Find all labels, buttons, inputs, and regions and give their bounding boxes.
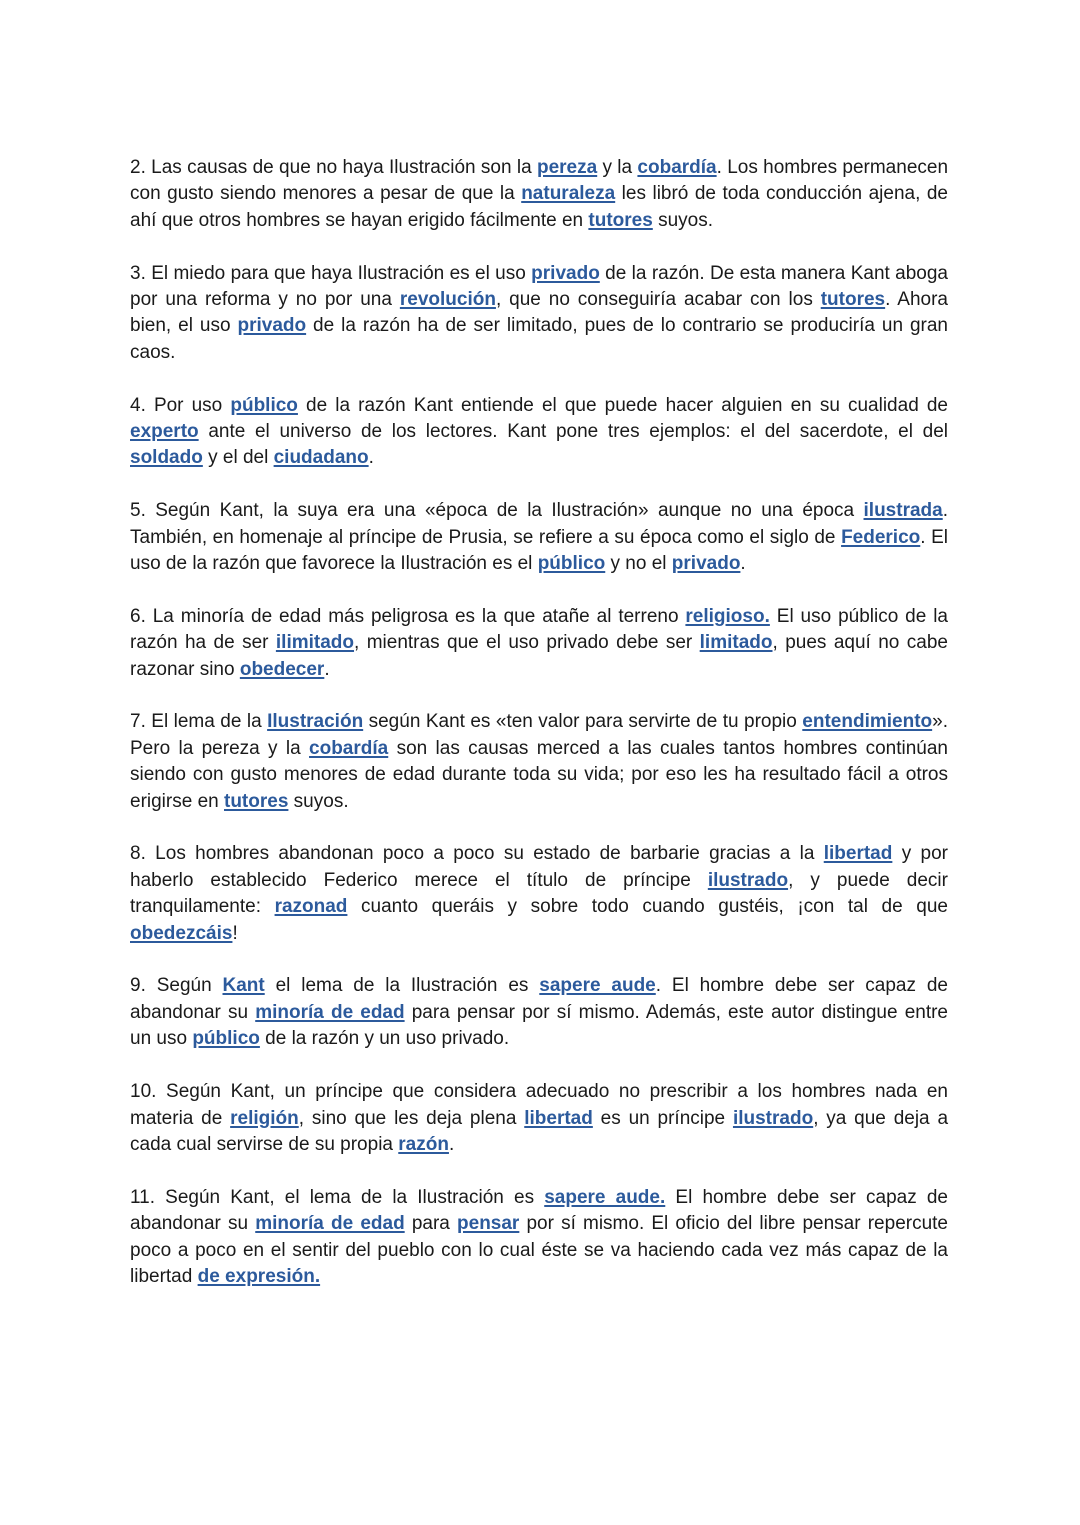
paragraph-5 (130, 498, 948, 577)
text-segment: , y puede decir tranquilamente: (130, 869, 948, 918)
highlighted-term[interactable]: ilimitado (275, 632, 355, 654)
highlighted-term[interactable]: pereza (536, 157, 598, 178)
highlighted-term[interactable]: cobardía (309, 737, 389, 759)
text-segment: y por haberlo establecido Federico merece el título de príncipe (130, 843, 948, 891)
highlighted-term[interactable]: público (192, 1028, 260, 1050)
text-segment: El uso público de la razón ha de ser (130, 605, 948, 654)
text-segment: . (368, 447, 374, 469)
text-segment: de la razón. De esta manera Kant aboga por una reforma y no por una (130, 262, 948, 311)
highlighted-term[interactable]: naturaleza (521, 183, 616, 205)
highlighted-term[interactable]: minoría de edad (255, 1213, 405, 1235)
highlighted-term[interactable]: de expresión. (197, 1265, 321, 1287)
text-segment: . (740, 553, 746, 575)
text-segment: para (404, 1213, 458, 1235)
highlighted-term[interactable]: razón (398, 1133, 449, 1155)
text-segment: . (448, 1133, 455, 1155)
paragraph-11 (130, 1185, 948, 1291)
text-segment: El hombre debe ser capaz de abandonar su (130, 1186, 948, 1235)
paragraph-8 (130, 841, 948, 947)
paragraph-9 (130, 973, 948, 1052)
text-segment: 6. La minoría de edad más peligrosa es la que atañe al terreno (130, 605, 686, 627)
text-segment: por sí mismo. El oficio del libre pensar repercute poco a poco en el sentir del pueblo con lo cual éste se va haciendo cada vez más capaz de la libertad (130, 1213, 948, 1287)
highlighted-term[interactable]: cobardía (637, 157, 717, 178)
text-segment: . Los hombres permanecen con gusto siendo menores a pesar de que la (130, 157, 949, 205)
text-segment: 10. Según Kant, un príncipe que considera adecuado no prescribir a los hombres nada en materia de (130, 1081, 948, 1129)
highlighted-term[interactable]: soldado (130, 447, 203, 469)
highlighted-term[interactable]: minoría de edad (255, 1001, 405, 1023)
highlighted-term[interactable]: sapere aude (539, 975, 656, 997)
text-segment: , mientras que el uso privado debe ser (354, 632, 700, 654)
text-segment: ». Pero la pereza y la (130, 711, 948, 759)
highlighted-term[interactable]: privado (671, 553, 741, 575)
highlighted-term[interactable]: libertad (524, 1107, 593, 1129)
text-segment: les libró de toda conducción ajena, de ahí que otros hombres se hayan erigido fácilmente en (130, 183, 948, 231)
paragraph-7 (130, 709, 948, 815)
highlighted-term[interactable]: ilustrado (707, 869, 789, 891)
text-segment: el lema de la Ilustración es (264, 975, 540, 997)
highlighted-term[interactable]: público (537, 553, 606, 575)
text-segment: y la (597, 157, 638, 178)
highlighted-term[interactable]: tutores (820, 289, 886, 311)
highlighted-term[interactable]: experto (130, 421, 199, 443)
text-segment: de la razón ha de ser limitado, pues de lo contrario se produciría un gran caos. (130, 315, 948, 363)
text-segment: , ya que deja a cada cual servirse de su propia (130, 1107, 949, 1155)
text-segment: . El uso de la razón que favorece la Ilustración es el (130, 526, 948, 575)
highlighted-term[interactable]: ilustrada (863, 500, 943, 522)
text-segment: 11. Según Kant, el lema de la Ilustración es (130, 1186, 545, 1208)
highlighted-term[interactable]: obedezcáis (130, 922, 233, 944)
highlighted-term[interactable]: obedecer (239, 658, 325, 680)
highlighted-term[interactable]: privado (531, 262, 600, 284)
text-segment: . Ahora bien, el uso (130, 289, 948, 337)
text-segment: ante el universo de los lectores. Kant pone tres ejemplos: el del sacerdote, el del (198, 421, 948, 443)
paragraph-3 (130, 261, 948, 367)
text-segment: , que no conseguiría acabar con los (495, 289, 821, 311)
text-segment: 7. El lema de la (130, 711, 268, 733)
highlighted-term[interactable]: tutores (224, 790, 289, 812)
text-segment: y el del (202, 447, 274, 469)
text-segment: de la razón Kant entiende el que puede hacer alguien en su cualidad de (297, 394, 948, 416)
highlighted-term[interactable]: revolución (399, 289, 496, 311)
text-segment: cuanto queráis y sobre todo cuando gustéis, ¡con tal de que (347, 896, 948, 918)
paragraph-6 (130, 604, 948, 683)
highlighted-term[interactable]: Kant (222, 975, 265, 997)
text-segment: . También, en homenaje al príncipe de Prusia, se refiere a su época como el siglo de (130, 500, 948, 548)
text-segment: es un príncipe (592, 1107, 733, 1129)
text-segment: 9. Según (130, 975, 223, 997)
text-segment: para pensar por sí mismo. Además, este autor distingue entre un uso (130, 1001, 948, 1050)
text-segment: y no el (605, 553, 672, 575)
highlighted-term[interactable]: religioso. (685, 605, 770, 627)
paragraph-2 (130, 155, 948, 234)
text-segment: 4. Por uso (130, 394, 231, 416)
text-segment: 8. Los hombres abandonan poco a poco su estado de barbarie gracias a la (130, 843, 824, 865)
text-segment: . (324, 658, 330, 680)
text-segment: ! (232, 922, 238, 944)
text-segment: suyos. (652, 209, 713, 231)
highlighted-term[interactable]: privado (237, 315, 307, 337)
highlighted-term[interactable]: tutores (588, 209, 653, 231)
highlighted-term[interactable]: Ilustración (267, 711, 364, 733)
highlighted-term[interactable]: público (230, 394, 298, 416)
highlighted-term[interactable]: ilustrado (732, 1107, 814, 1129)
text-segment: . El hombre debe ser capaz de abandonar su (130, 975, 948, 1023)
text-segment: según Kant es «ten valor para servirte de tu propio (363, 711, 803, 733)
text-segment: 3. El miedo para que haya Ilustración es el uso (130, 262, 532, 284)
highlighted-term[interactable]: ciudadano (273, 447, 369, 469)
text-segment: , sino que les deja plena (298, 1107, 525, 1129)
document-page (130, 155, 948, 1317)
text-segment: 2. Las causas de que no haya Ilustración son la (130, 157, 537, 178)
text-segment: son las causas merced a las cuales tantos hombres continúan siendo con gusto menores de edad durante toda su vida; por eso les ha resultado fácil a otros erigirse en (130, 737, 949, 812)
highlighted-term[interactable]: entendimiento (802, 711, 933, 733)
highlighted-term[interactable]: libertad (823, 843, 893, 865)
highlighted-term[interactable]: Federico (841, 526, 921, 548)
highlighted-term[interactable]: limitado (699, 632, 773, 654)
highlighted-term[interactable]: religión (230, 1107, 299, 1129)
highlighted-term[interactable]: sapere aude. (544, 1186, 666, 1208)
text-segment: suyos. (288, 790, 349, 812)
highlighted-term[interactable]: razonad (274, 896, 348, 918)
highlighted-term[interactable]: pensar (457, 1213, 520, 1235)
paragraph-10 (130, 1079, 948, 1158)
text-segment: , pues aquí no cabe razonar sino (130, 632, 948, 680)
paragraph-4 (130, 393, 948, 472)
text-segment: de la razón y un uso privado. (259, 1028, 510, 1050)
text-segment: 5. Según Kant, la suya era una «época de la Ilustración» aunque no una época (130, 500, 864, 522)
